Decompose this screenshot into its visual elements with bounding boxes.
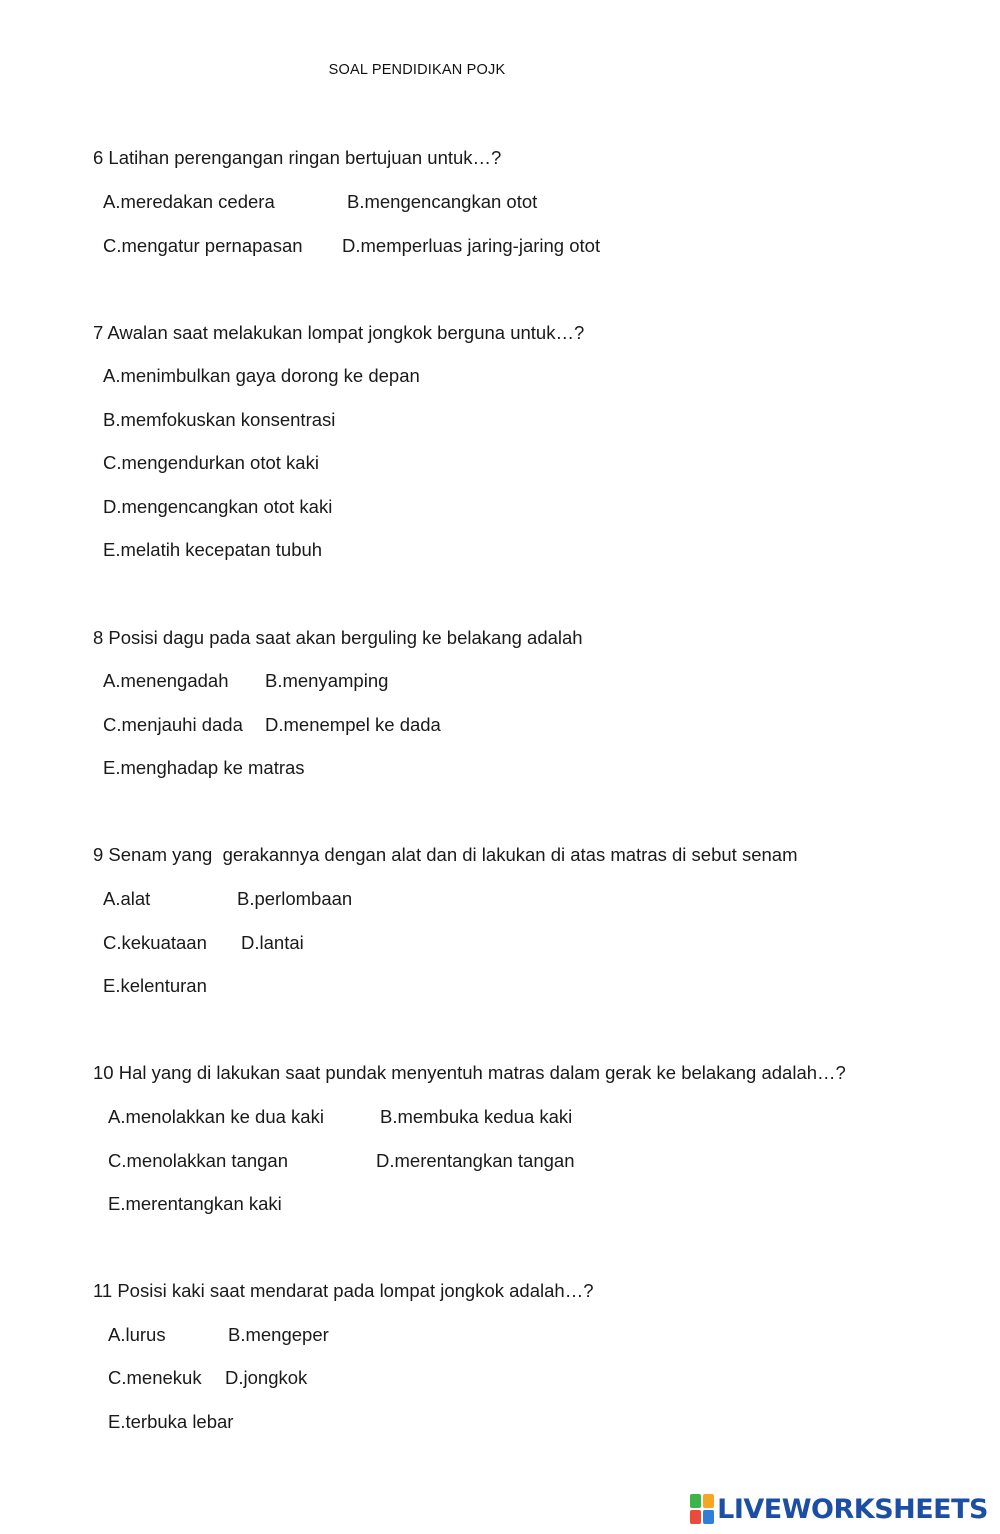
option-a: A.meredakan cedera bbox=[103, 191, 275, 212]
option-d: D.merentangkan tangan bbox=[376, 1150, 575, 1171]
option-e: E.menghadap ke matras bbox=[103, 757, 305, 778]
question-text: 6 Latihan perengangan ringan bertujuan untuk…? bbox=[93, 147, 502, 168]
option-a: A.menolakkan ke dua kaki bbox=[108, 1106, 324, 1127]
option-a: A.menimbulkan gaya dorong ke depan bbox=[103, 365, 420, 386]
mark-square-icon bbox=[690, 1494, 701, 1508]
option-e: E.terbuka lebar bbox=[108, 1411, 234, 1432]
liveworksheets-logo[interactable] bbox=[690, 1492, 988, 1526]
option-c: C.mengendurkan otot kaki bbox=[103, 452, 319, 473]
option-b: B.mengeper bbox=[228, 1324, 329, 1345]
option-b: B.menyamping bbox=[265, 670, 389, 691]
option-b: B.memfokuskan konsentrasi bbox=[103, 409, 336, 430]
mark-square-icon bbox=[703, 1494, 714, 1508]
option-a: A.menengadah bbox=[103, 670, 229, 691]
option-b: B.membuka kedua kaki bbox=[380, 1106, 573, 1127]
option-a: A.alat bbox=[103, 888, 151, 909]
option-e: E.merentangkan kaki bbox=[108, 1193, 282, 1214]
option-d: D.memperluas jaring-jaring otot bbox=[342, 235, 601, 256]
option-c: C.menekuk bbox=[108, 1367, 202, 1388]
option-d: D.jongkok bbox=[225, 1367, 308, 1388]
page-title: SOAL PENDIDIKAN POJK bbox=[328, 62, 506, 78]
option-d: D.lantai bbox=[241, 932, 304, 953]
option-a: A.lurus bbox=[108, 1324, 166, 1345]
option-b: B.mengencangkan otot bbox=[347, 191, 538, 212]
mark-square-icon bbox=[703, 1510, 714, 1524]
option-c: C.menjauhi dada bbox=[103, 714, 243, 735]
mark-square-icon bbox=[690, 1510, 701, 1524]
option-e: E.kelenturan bbox=[103, 975, 207, 996]
option-c: C.kekuataan bbox=[103, 932, 207, 953]
question-text: 11 Posisi kaki saat mendarat pada lompat jongkok adalah…? bbox=[93, 1280, 594, 1301]
question-text: 7 Awalan saat melakukan lompat jongkok berguna untuk…? bbox=[93, 322, 585, 343]
question-text: 8 Posisi dagu pada saat akan berguling ke belakang adalah bbox=[93, 627, 583, 648]
option-d: D.mengencangkan otot kaki bbox=[103, 496, 333, 517]
option-c: C.menolakkan tangan bbox=[108, 1150, 288, 1171]
option-b: B.perlombaan bbox=[237, 888, 353, 909]
liveworksheets-wordmark: LIVEWORKSHEETS bbox=[717, 1493, 988, 1525]
option-c: C.mengatur pernapasan bbox=[103, 235, 303, 256]
liveworksheets-mark-icon bbox=[690, 1494, 714, 1524]
question-text: 10 Hal yang di lakukan saat pundak menyentuh matras dalam gerak ke belakang adalah…? bbox=[93, 1062, 846, 1083]
question-text: 9 Senam yang gerakannya dengan alat dan di lakukan di atas matras di sebut senam bbox=[93, 844, 798, 865]
option-d: D.menempel ke dada bbox=[265, 714, 441, 735]
option-e: E.melatih kecepatan tubuh bbox=[103, 539, 323, 560]
